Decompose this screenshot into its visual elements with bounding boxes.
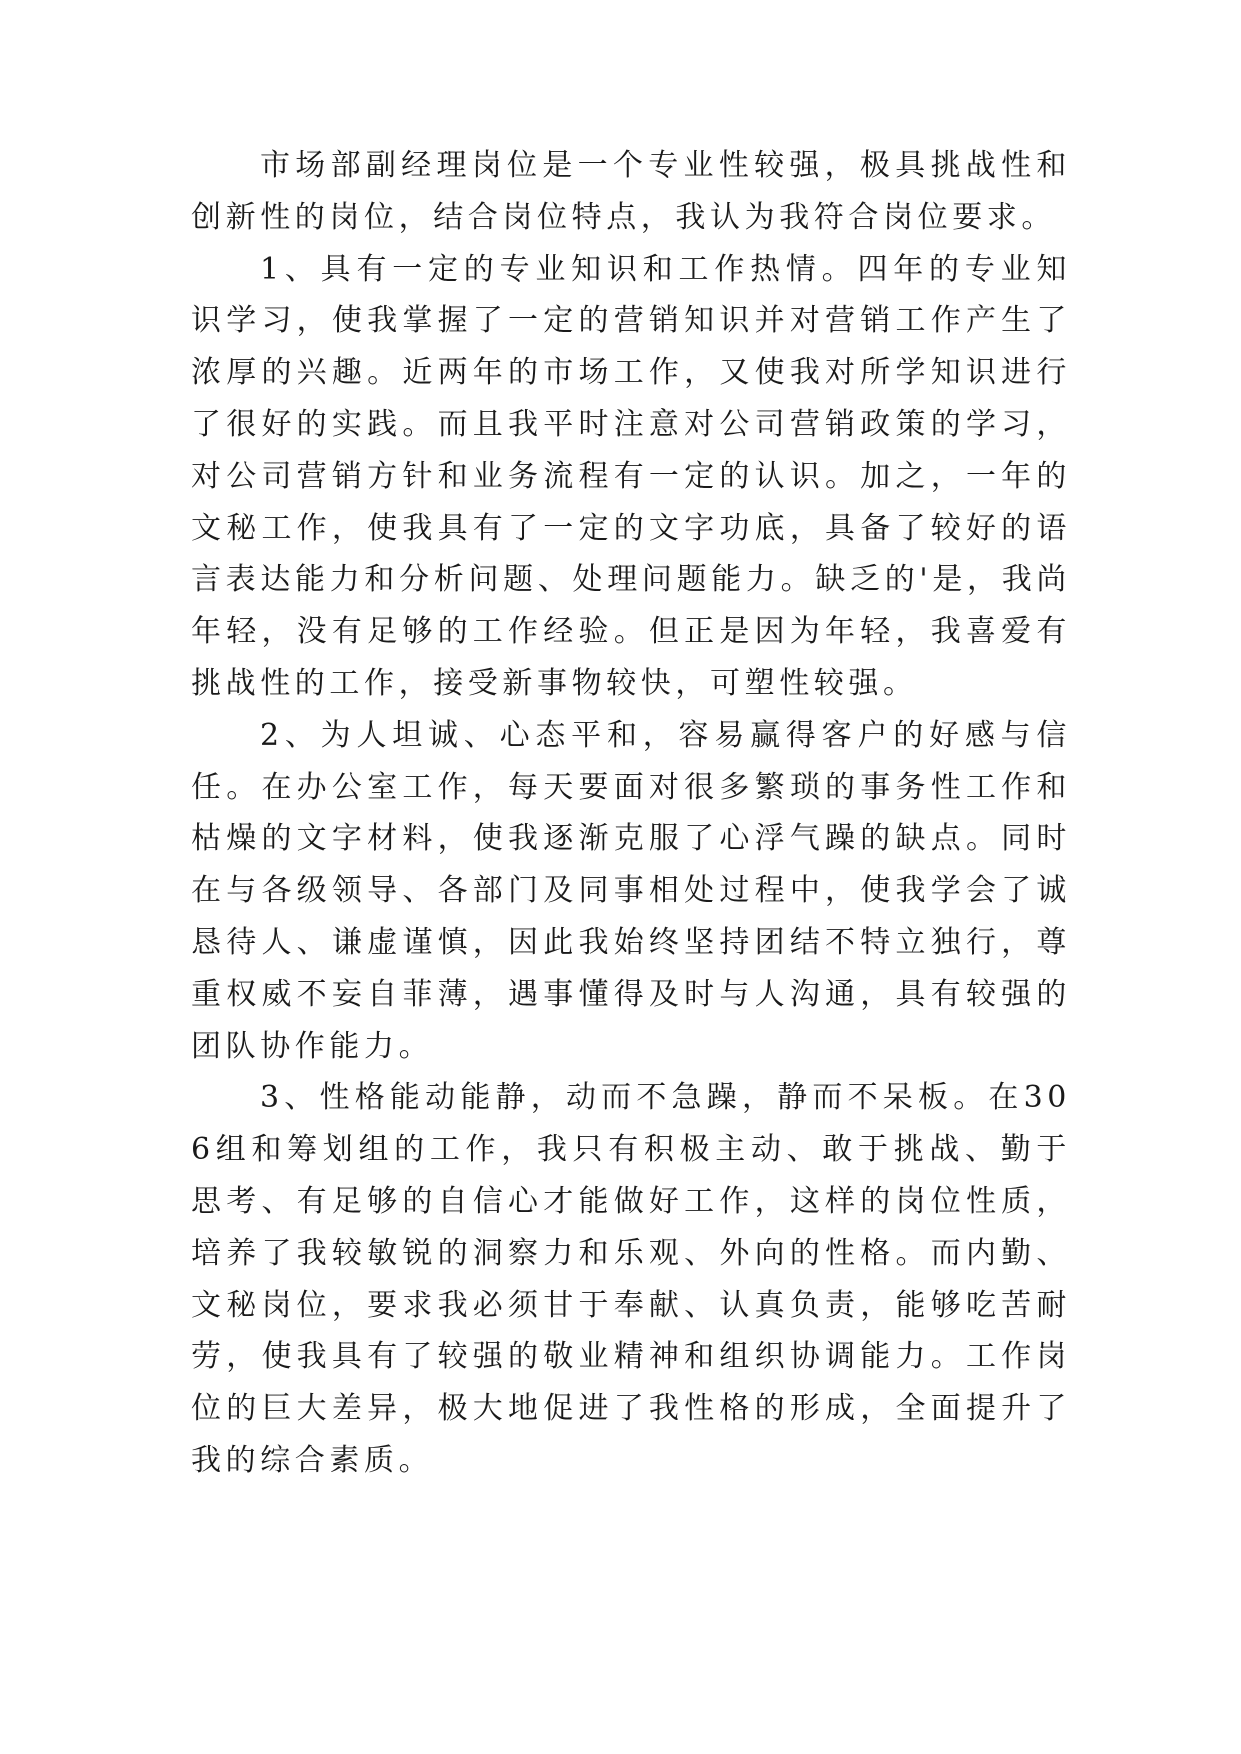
document-page <box>191 140 1071 1487</box>
paragraph-point-1: 1、具有一定的专业知识和工作热情。四年的专业知识学习，使我掌握了一定的营销知识并对营销工作产生了浓厚的兴趣。近两年的市场工作，又使我对所学知识进行了很好的实践。而且我平时注意对公司营销政策的学习，对公司营销方针和业务流程有一定的认识。加之，一年的文秘工作，使我具有了一定的文字功底，具备了较好的语言表达能力和分析问题、处理问题能力。缺乏的'是，我尚年轻，没有足够的工作经验。但正是因为年轻，我喜爱有挑战性的工作，接受新事物较快，可塑性较强。 <box>191 251 1071 701</box>
paragraph-point-3: 3、性格能动能静，动而不急躁，静而不呆板。在306组和筹划组的工作，我只有积极主动、敢于挑战、勤于思考、有足够的自信心才能做好工作，这样的岗位性质，培养了我较敏锐的洞察力和乐观、外向的性格。而内勤、文秘岗位，要求我必须甘于奉献、认真负责，能够吃苦耐劳，使我具有了较强的敬业精神和组织协调能力。工作岗位的巨大差异，极大地促进了我性格的形成，全面提升了我的综合素质。 <box>191 1080 1071 1478</box>
paragraph-intro: 市场部副经理岗位是一个专业性较强，极具挑战性和创新性的岗位，结合岗位特点，我认为我符合岗位要求。 <box>191 148 1071 235</box>
paragraph-point-2: 2、为人坦诚、心态平和，容易赢得客户的好感与信任。在办公室工作，每天要面对很多繁琐的事务性工作和枯燥的文字材料，使我逐渐克服了心浮气躁的缺点。同时在与各级领导、各部门及同事相处过程中，使我学会了诚恳待人、谦虚谨慎，因此我始终坚持团结不特立独行，尊重权威不妄自菲薄，遇事懂得及时与人沟通，具有较强的团队协作能力。 <box>191 717 1071 1064</box>
